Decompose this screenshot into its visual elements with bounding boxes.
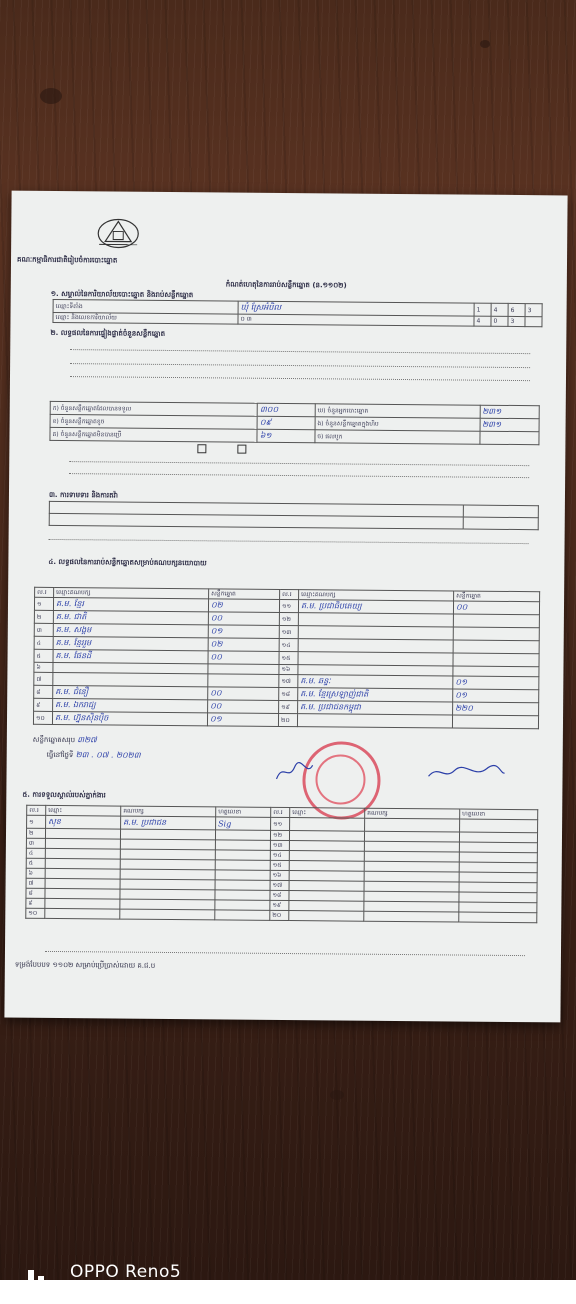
dotted-line [45, 951, 525, 956]
section-4-heading: ៤. លទ្ធផលនៃការរាប់សន្លឹកឆ្នោតសម្រាប់គណបក្សនយោបាយ [48, 558, 206, 567]
signature-right [426, 762, 506, 783]
section-1-table: ឈ្មោះទីតាំង ឃុំ ស្រែអំបិល 1 4 6 3 ឈ្មោះ និងលេខការិយាល័យ ០ ៣ 4 0 3 [52, 299, 542, 327]
section-3-table [49, 501, 539, 530]
committee-header: គណៈកម្មាធិការជាតិរៀបចំការបោះឆ្នោត [17, 256, 117, 265]
agents-table: ល.រ ឈ្មោះ គណបក្ស ហត្ថលេខា ល.រ ឈ្មោះ គណបក្ស ហត្ថលេខា ១ សុខ គ.ម. ប្រជាជន Sig ១១ ២ ១២ ៣ ១៣ ៤ ១៤ ៥ ១៥ ៦ ១៦ ៧ ១៧ ៨ ១៨ ៩ ១៩ ១០ ២០ [25, 805, 538, 923]
wood-knot [40, 88, 62, 104]
section-1-heading: ១. សម្គាល់នៃការិយាល័យបោះឆ្នោត និងរាប់សន្លឹកឆ្នោត [51, 290, 194, 299]
wood-knot [330, 1090, 344, 1100]
valid-ballot-value: ២៣១ [480, 405, 540, 419]
party-results-table: ល.រ ឈ្មោះគណបក្ស សន្លឹកឆ្នោត ល.រ ឈ្មោះគណបក្ស សន្លឹកឆ្នោត ១ គ.ម. ខ្មែរ ០២ ១១ គ.ម. ប្រជាធិបតេយ្យ ០០ ២ គ.ម. ជាតិ ០០ ១២ ៣ គ.ម. សង្គម ០១ ១៣ ៤ គ.ម. ខ្មែររួម ០២ ១៤ ៥ គ.ម. ផែនដី ០០ ១៥ ៦ ១៦ ៧ ១៧ គ.ម. ឆន្ទៈ ០១ ៨ គ.ម. ជំនឿ ០០ ១៨ គ.ម. ខ្មែរស្រឡាញ់ជាតិ ០១ ៩ គ.ម. ឯករាជ្យ ០០ ១៩ គ.ម. ប្រជាជនកម្ពុជា ២២០ ១០ គ.ម. ហ្វ៊ុនស៊ិនប៉ិច ០១ ២០ [33, 587, 540, 729]
dotted-line [49, 539, 529, 544]
total-voters-value: ៣២៧ [77, 735, 97, 744]
dotted-line [70, 376, 530, 381]
section-3-heading: ៣. ការទាមទារ និងការតវ៉ា [49, 491, 118, 500]
camera-model-label: OPPO Reno5 [70, 1262, 181, 1282]
dotted-line [70, 363, 530, 368]
section-2-heading: ២. លទ្ធផលនៃការផ្ទៀងផ្ទាត់ចំនួនសន្លឹកឆ្នោត [50, 329, 165, 338]
checkbox [197, 444, 206, 453]
photo-timestamp: 2023.07.23 16:01 [70, 1286, 204, 1304]
ballot-count-form [4, 191, 567, 1023]
election-commission-emblem [95, 215, 141, 249]
section-5-heading: ៥. ការទទួលស្គាល់របស់ភ្នាក់ងារ [22, 791, 105, 800]
dotted-line [69, 461, 529, 466]
checkbox [237, 445, 246, 454]
totals-row: សន្លឹកឆ្នោតសរុប ៣២៧ [33, 736, 97, 745]
wood-knot [480, 40, 490, 48]
dotted-line [69, 473, 529, 478]
date-value: ២៣ . ០៧ . ២០២៣ [76, 750, 141, 760]
signature-left [274, 761, 314, 783]
form-title: កំណត់ហេតុនៃការរាប់សន្លឹកឆ្នោត (ន.១១០២) [226, 280, 347, 289]
camera-brand-icon [26, 1268, 48, 1302]
section-2-table: ក) ចំនួនសន្លឹកឆ្នោតដែលបានទទួល ៣០០ ឃ) ចំនួនអ្នកបោះឆ្នោត ២៣១ ខ) ចំនួនសន្លឹកឆ្នោតខូច ០៩ ង) ចំនួនសន្លឹកឆ្នោតក្នុងហិប ២៣១ គ) ចំនួនសន្លឹកឆ្នោតមិនបានប្រើ ៦១ ច) ផលបូក [49, 401, 539, 445]
form-footer: ទម្រង់បែបបទ ១១០២ សម្រាប់ប្រើប្រាស់ដោយ គ.ជ.ប [15, 961, 155, 970]
date-row: ធ្វើនៅថ្ងៃទី ២៣ . ០៧ . ២០២៣ [47, 751, 141, 760]
dotted-line [70, 349, 530, 354]
